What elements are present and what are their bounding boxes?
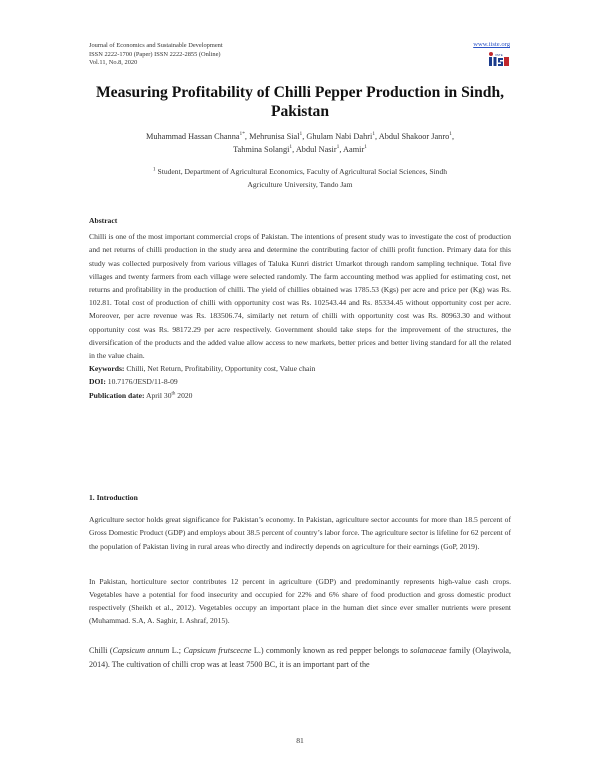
affiliation xyxy=(100,166,500,191)
author: Ghulam Nabi Dahri$^1$, xyxy=(306,131,379,141)
journal-issn: ISSN 2222-1700 (Paper) ISSN 2222-2855 (Online) xyxy=(89,50,221,58)
affiliation-line-1: $^1$ Student, Department of Agricultural Economics, Faculty of Agricultural Social Sciences, Sindh xyxy=(152,166,448,176)
doi-value: 10.7176/JESD/11-8-09 xyxy=(105,377,178,387)
intro-paragraph-1: Agriculture sector holds great significance for Pakistan’s economy. In Pakistan, agriculture sector accounts for more than 18.5 percent of Gross Domestic Product (GDP) and employs about 38.5 percent of country’s labor force. The agriculture sector is lifeline for 62 percent of the population of Pakistan living in rural areas who directly and indirectly depends on agriculture for their earnings (GoP, 2019). xyxy=(89,515,511,551)
author: Tahmina Solangi$^1$, xyxy=(233,144,296,154)
paper-title xyxy=(60,83,540,121)
keywords xyxy=(89,362,511,375)
author: Muhammad Hassan Channa$^{1*}$, xyxy=(145,131,250,141)
keywords-label: Keywords: xyxy=(89,364,125,374)
title-line-2: Pakistan xyxy=(270,103,330,120)
affiliation-line-2: Agriculture University, Tando Jam xyxy=(247,179,353,189)
journal-header xyxy=(89,42,223,68)
introduction-heading: 1. Introduction xyxy=(89,493,138,502)
doi xyxy=(89,375,511,388)
introduction-section xyxy=(89,491,511,672)
author: Abdul Nasir$^1$, xyxy=(295,144,344,154)
author: Abdul Shakoor Janro$^1$, xyxy=(378,131,455,141)
svg-text:IISTE: IISTE xyxy=(495,53,503,57)
publication-date: Publication date: April 30th 2020 xyxy=(89,390,193,400)
page-number: 81 xyxy=(296,736,304,745)
abstract-heading: Abstract xyxy=(89,216,118,225)
intro-paragraph-2: In Pakistan, horticulture sector contributes 12 percent in agriculture (GDP) and predominantly represents high-value cash crops. Vegetables have a potential for food insecurity and occupied for 22% and 6% share of food production and gross domestic product respectively (Sheikh et al., 2012). Vegetables occupy an important place in the human diet since ever smaller nutrients were present (Muhammad. S.A, A. Saghir, I. Ashraf, 2015). xyxy=(89,576,511,626)
intro-paragraph-3: Chilli (Capsicum annum L.; Capsicum frutscecne L.) commonly known as red pepper belongs to solanaceae family (Olayiwola, 2014). The cultivation of chilli crop was at least 7500 BC, it is an important part of the xyxy=(89,645,511,669)
pubdate-label: Publication date: xyxy=(89,390,145,400)
abstract-section xyxy=(89,214,511,402)
author: Mehrunisa Sial$^1$, xyxy=(249,131,307,141)
abstract-text: Chilli is one of the most important commercial crops of Pakistan. The intentions of present study was to investigate the cost of production and net returns of chilli production in the study area and determine the contributing factor of chilli profit function. Primary data for this study was collected purposively from various villages of Taluka Kunri district Umarkot through random sampling technique. Total five villages and twenty farmers from each village were selected randomly. The farm accounting method was applied for estimating cost, net returns and profitability in the production of chilli. The yield of chillies obtained was 1785.53 (Kgs) per acre and price per (Kg) was Rs. 102.81. Total cost of production of chilli with opportunity cost was Rs. 102543.44 and Rs. 85334.45 without opportunity cost per acre. Moreover, per acre revenue was Rs. 183506.74, similarly net return of chilli with opportunity cost was Rs. 80963.30 and without opportunity cost was Rs. 98172.29 per acre respectively. Government should take steps for the improvement of the structures, the diversification of the products and the added value allow access to new markets, better prices and better living standard for all the related in the value chain. xyxy=(89,232,511,361)
journal-website-link[interactable]: www.iiste.org xyxy=(473,41,510,48)
author-list xyxy=(80,130,520,156)
author: Aamir$^1$ xyxy=(343,144,367,154)
journal-volume: Vol.11, No.8, 2020 xyxy=(89,59,138,67)
iiste-logo xyxy=(488,51,510,67)
journal-link-block xyxy=(473,41,510,50)
keywords-text: Chilli, Net Return, Profitability, Opportunity cost, Value chain xyxy=(124,364,316,374)
title-line-1: Measuring Profitability of Chilli Pepper Production in Sindh, xyxy=(95,84,505,101)
journal-name: Journal of Economics and Sustainable Development xyxy=(89,42,223,49)
doi-label: DOI: xyxy=(89,377,106,387)
